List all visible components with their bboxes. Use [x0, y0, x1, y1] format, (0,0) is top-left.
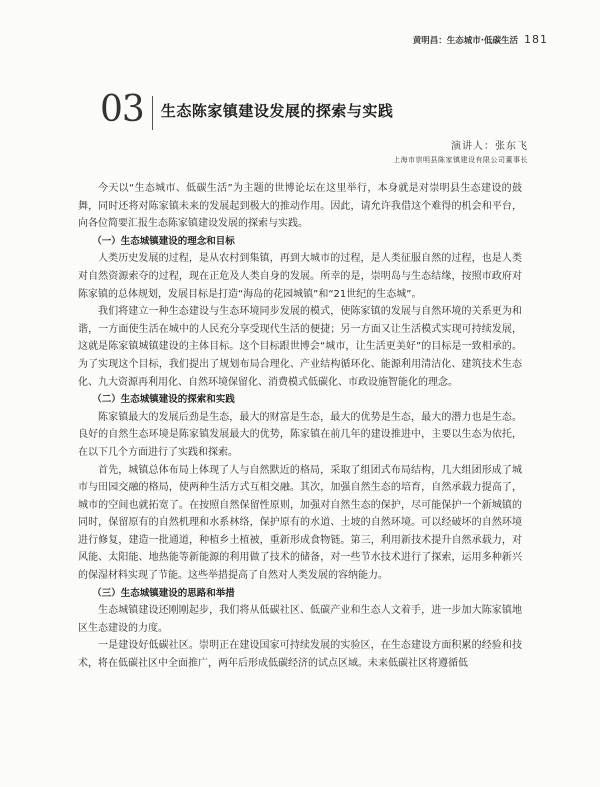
section-2-paragraph-2: 首先，城镇总体布局上体现了人与自然默近的格局，采取了组团式布局结构，几大组团形成了城市与田园交融的格局，使两种生活方式互相交融。其次，加强自然生态的培育，自然承载力提高了，城市的空间也就拓宽了。在按照自然保留性原则，加强对自然生态的保护，尽可能保护一个新城镇的同时，保留原有的自然机理和水系林络，保护原有的水道、土坡的自然环境。可以经破坏的自然环境进行修复，建造一批通道，种植乡土植被，重新形成食物链。第三，利用新技术提升自然承载力，对风能、太阳能、地热能等新能源的利用做了技术的储备，对一些节水技术进行了探索，运用多种新兴的保湿材料实现了节能。这些举措提高了自然对人类发展的容纳能力。	[78, 464, 522, 582]
running-header	[413, 33, 548, 46]
section-1-paragraph-2: 我们将建立一种生态建设与生态环境同步发展的模式，使陈家镇的发展与自然环境的关系更为和谐，一方面使生活在城中的人民充分享受现代生活的便捷；另一方面又让生活模式实现可持续发展，这就是陈家镇城镇建设的主体目标。这个目标跟世博会“城市，让生活更美好”的目标是一致相承的。为了实现这个目标，我们提出了规划布局合理化、产业结构循环化、能源利用清洁化、建筑技术生态化、九大资源再利用化、自然环境保留化、消费模式低碳化、市政设施智能化的理念。	[78, 306, 522, 388]
section-heading-3: （三）生态城镇建设的思路和举措	[92, 587, 235, 599]
intro-paragraph: 今天以“生态城市、低碳生活”为主题的世博论坛在这里举行，本身就是对崇明县生态建设的鼓舞，同时还将对陈家镇未来的发展起到极大的推动作用。因此，请允许我借这个难得的机会和平台，向各位简要汇报生态陈家镇建设发展的探索与实践。	[78, 183, 522, 230]
chapter-title: 生态陈家镇建设发展的探索与实践	[160, 102, 394, 120]
section-3-paragraph-1: 生态城镇建设还刚刚起步，我们将从低碳社区、低碳产业和生态人文着手，进一步加大陈家镇地区生态建设的力度。	[78, 605, 522, 634]
speaker-affiliation: 上海市崇明县陈家镇建设有限公司董事长	[393, 156, 528, 164]
chapter-heading	[100, 89, 394, 130]
section-1-paragraph-1: 人类历史发展的过程，是从农村到集镇，再到大城市的过程，是人类征服自然的过程，也是人类对自然资源索夺的过程，现在正危及人类自身的发展。所幸的是，崇明岛与生态结缘，按照市政府对陈家镇的总体规划，发展目标是打造“海岛的花园城镇”和“21世纪的生态城”。	[78, 253, 522, 300]
chapter-divider	[152, 96, 153, 130]
running-title: 黄明昌：生态城市·低碳生活	[412, 36, 518, 46]
page-number: 181	[524, 33, 548, 46]
section-heading-2: （二）生态城镇建设的探索和实践	[92, 394, 235, 406]
article-body	[78, 180, 522, 673]
chapter-number: 03	[100, 89, 144, 130]
speaker-line: 演讲人：张东飞	[451, 141, 528, 152]
section-3-paragraph-2: 一是建设好低碳社区。崇明正在建设国家可持续发展的实验区，在生态建设方面积累的经验和技术，将在低碳社区中全面推广，两年后形成低碳经济的试点区域。未来低碳社区将遵循低	[78, 640, 522, 670]
section-heading-1: （一）生态城镇建设的理念和目标	[92, 235, 235, 247]
section-2-paragraph-1: 陈家镇最大的发展后劲是生态，最大的财富是生态，最大的优势是生态，最大的潜力也是生态。良好的自然生态环境是陈家镇发展最大的优势，陈家镇在前几年的建设推进中，主要以生态为依托，在以下几个方面进行了实践和探索。	[78, 411, 522, 458]
